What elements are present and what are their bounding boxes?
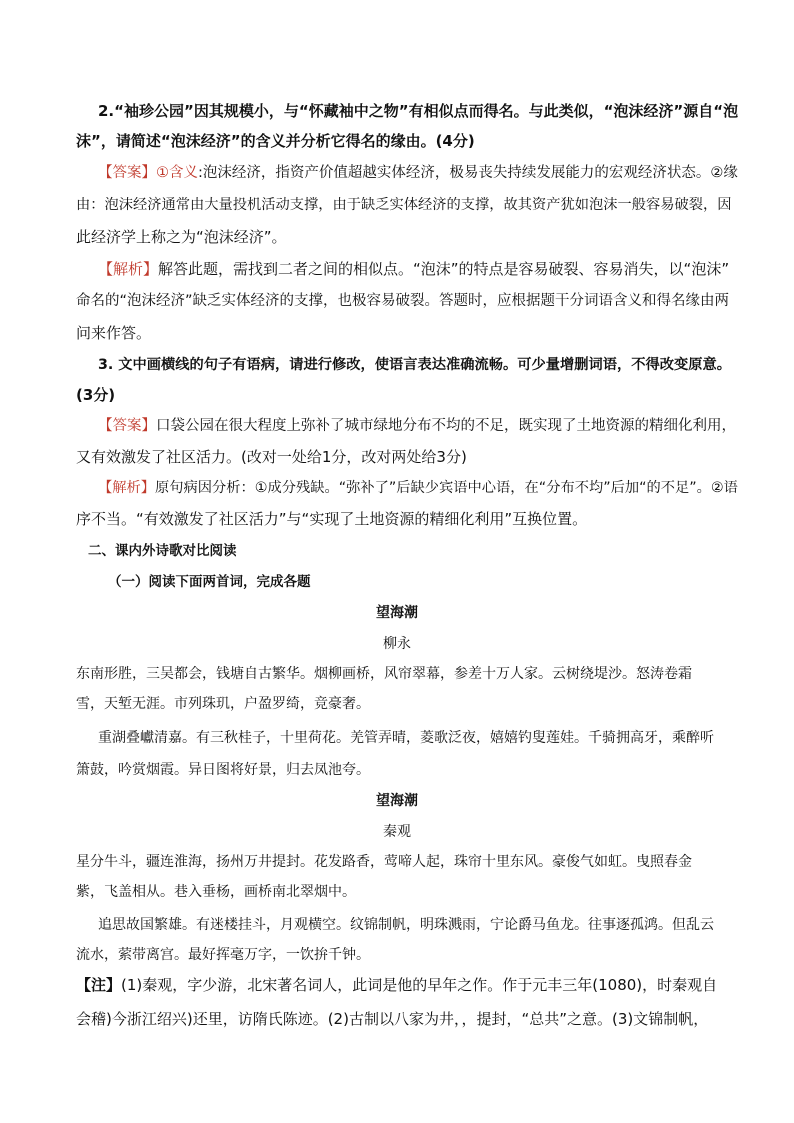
poem-1-title: 望海潮 [376, 605, 418, 621]
answer-prefix: ①含义 [156, 165, 198, 181]
poem-1-stanza-1-line-1: 东南形胜，三吴都会，钱塘自古繁华。烟柳画桥，风帘翠幕，参差十万人家。云树绕堤沙。怒涛卷霜 [76, 666, 692, 682]
note-tag: 【注】 [76, 976, 122, 994]
poem-2-stanza-1-line-1: 星分牛斗，疆连淮海，扬州万井提封。花发路香，莺啼人起，珠帘十里东风。豪俊气如虹。曳照春金 [76, 854, 692, 870]
poem-2-stanza-1-line-2: 紫，飞盖相从。巷入垂杨，画桥南北翠烟中。 [76, 884, 356, 900]
analysis-3-line-1 [98, 478, 738, 498]
section-subheading: （一）阅读下面两首词，完成各题 [108, 574, 311, 590]
poem-2-title: 望海潮 [376, 793, 418, 809]
analysis-tag: 【解析】 [98, 480, 156, 496]
analysis-2-line-1 [98, 259, 729, 279]
analysis-text: 原句病因分析：①成分残缺。“弥补了”后缺少宾语中心语，在“分布不均”后加“的不足”。②语 [155, 480, 738, 496]
answer-3-line-2: 又有效激发了社区活力。(改对一处给1分，改对两处给3分) [76, 448, 467, 466]
poem-1-stanza-2-line-2: 箫鼓，吟赏烟霞。异日图将好景，归去凤池夸。 [76, 762, 370, 778]
answer-tag: 【答案】 [98, 165, 156, 181]
analysis-2-line-3: 问来作答。 [76, 324, 152, 342]
poem-2-stanza-2-line-2: 流水，萦带离宫。最好挥毫万字，一饮拚千钟。 [76, 947, 370, 963]
answer-2-line-1 [98, 163, 738, 183]
answer-text: 口袋公园在很大程度上弥补了城市绿地分布不均的不足，既实现了土地资源的精细化利用， [156, 418, 736, 434]
analysis-tag: 【解析】 [98, 260, 159, 278]
question-2-line-2: 沫”，请简述“泡沫经济”的含义并分析它得名的缘由。(4分) [76, 132, 475, 150]
section-heading: 二、课内外诗歌对比阅读 [88, 543, 237, 559]
question-2-line-1: 2.“袖珍公园”因其规模小，与“怀藏袖中之物”有相似点而得名。与此类似，“泡沫经济”源自“泡 [98, 102, 739, 120]
analysis-text: 解答此题，需找到二者之间的相似点。“泡沫”的特点是容易破裂、容易消失，以“泡沫” [158, 260, 730, 278]
poem-1-stanza-1-line-2: 雪，天堑无涯。市列珠玑，户盈罗绮，竞豪奢。 [76, 696, 370, 712]
poem-1-stanza-2-line-1: 重湖叠巘清嘉。有三秋桂子，十里荷花。羌管弄晴，菱歌泛夜，嬉嬉钓叟莲娃。千骑拥高牙，乘醉听 [98, 730, 714, 746]
note-text: (1)秦观，字少游，北宋著名词人，此词是他的早年之作。作于元丰三年(1080)，时秦观自 [121, 976, 718, 994]
poem-1-author: 柳永 [383, 636, 411, 652]
note-line-2: 会稽)今浙江绍兴)还里，访隋氏陈迹。(2)古制以八家为井，，提封，“总共”之意。(3)文锦制帆， [76, 1010, 709, 1028]
answer-2-line-3: 此经济学上称之为“泡沫经济”。 [76, 228, 287, 246]
note-line-1 [76, 975, 717, 995]
answer-2-line-2: 由：泡沫经济通常由大量投机活动支撑，由于缺乏实体经济的支撑，故其资产犹如泡沫一般容易破裂，因 [76, 197, 732, 213]
answer-tag: 【答案】 [98, 418, 156, 434]
poem-2-stanza-2-line-1: 追思故国繁雄。有迷楼挂斗，月观横空。纹锦制帆，明珠溅雨，宁论爵马鱼龙。往事逐孤鸿。但乱云 [98, 917, 714, 933]
question-3-line-2: (3分) [76, 386, 116, 404]
answer-text: :泡沫经济，指资产价值超越实体经济，极易丧失持续发展能力的宏观经济状态。②缘 [198, 165, 738, 181]
question-3-line-1: 3. 文中画横线的句子有语病，请进行修改，使语言表达准确流畅。可少量增删词语，不得改变原意。 [98, 357, 732, 373]
answer-3-line-1 [98, 416, 736, 436]
poem-2-author: 秦观 [383, 824, 411, 840]
analysis-3-line-2: 序不当。“有效激发了社区活力”与“实现了土地资源的精细化利用”互换位置。 [76, 510, 588, 528]
analysis-2-line-2: 命名的“泡沫经济”缺乏实体经济的支撑，也极容易破裂。答题时，应根据题干分词语含义和得名缘由两 [76, 293, 730, 309]
